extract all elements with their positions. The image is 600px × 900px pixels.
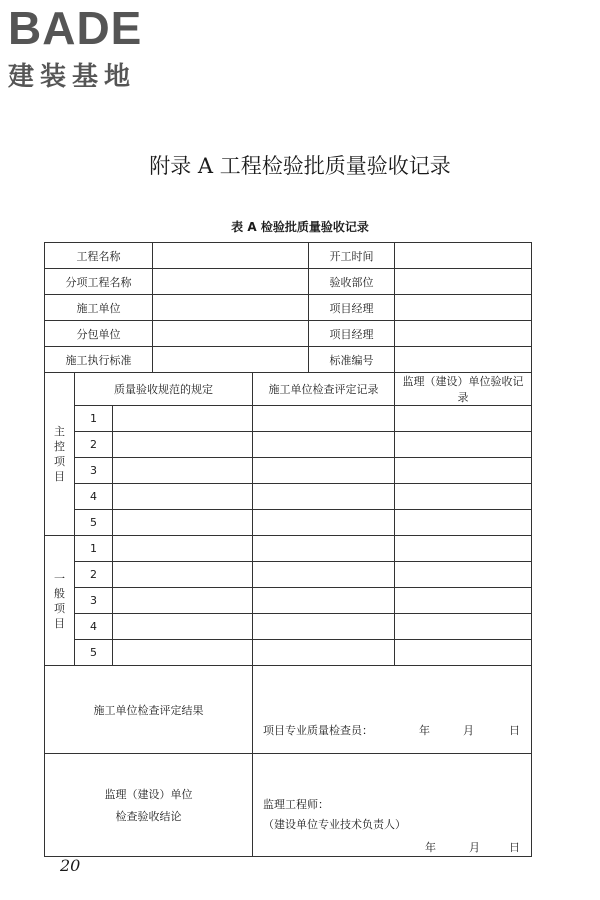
group-label-char: 一 — [54, 571, 65, 585]
header-value-cell — [153, 295, 309, 321]
contractor-cell — [253, 536, 395, 562]
header-value-cell — [395, 321, 532, 347]
column-header-spec: 质量验收规范的规定 — [75, 373, 253, 406]
group-label-char: 控 — [54, 440, 65, 453]
contractor-cell — [253, 614, 395, 640]
row-number: 5 — [75, 510, 113, 536]
logo — [8, 4, 142, 93]
group-label-char: 项 — [54, 455, 65, 468]
general-items-group-label — [45, 536, 75, 666]
logo-brand-cn: 建装基地 — [8, 62, 137, 92]
row-number: 4 — [75, 614, 113, 640]
conclusion-row — [45, 754, 532, 857]
header-value-cell — [153, 269, 309, 295]
spec-cell — [113, 536, 253, 562]
supervisor-cell — [395, 484, 532, 510]
header-label: 施工执行标准 — [45, 347, 153, 373]
contractor-cell — [253, 588, 395, 614]
inspection-record-table — [44, 242, 532, 857]
general-item-row — [45, 562, 532, 588]
row-number: 1 — [75, 536, 113, 562]
conclusion-month: 月 — [469, 841, 480, 854]
page-number: 20 — [60, 856, 81, 875]
header-value-cell — [395, 269, 532, 295]
column-header-supervisor: 监理（建设）单位验收记录 — [395, 373, 532, 406]
group-label-char: 般 — [54, 586, 65, 600]
supervisor-cell — [395, 510, 532, 536]
supervisor-cell — [395, 562, 532, 588]
contractor-cell — [253, 406, 395, 432]
spec-cell — [113, 458, 253, 484]
spec-cell — [113, 406, 253, 432]
conclusion-year: 年 — [425, 841, 436, 854]
general-item-row — [45, 588, 532, 614]
spec-cell — [113, 484, 253, 510]
page-title: 附录 A 工程检验批质量验收记录 — [149, 154, 451, 178]
conclusion-day: 日 — [509, 841, 520, 854]
main-item-row — [45, 458, 532, 484]
result-row — [45, 666, 532, 754]
header-row — [45, 243, 532, 269]
general-item-row — [45, 536, 532, 562]
contractor-cell — [253, 432, 395, 458]
main-item-row — [45, 510, 532, 536]
header-value-cell — [395, 243, 532, 269]
row-number: 3 — [75, 588, 113, 614]
supervisor-cell — [395, 588, 532, 614]
header-label: 标准编号 — [309, 347, 395, 373]
inspector-label: 项目专业质量检查员： — [263, 724, 373, 737]
header-label: 施工单位 — [45, 295, 153, 321]
result-signature-cell — [253, 666, 532, 754]
logo-brand-en: BADE — [8, 2, 143, 54]
column-header-row — [45, 373, 532, 406]
contractor-cell — [253, 640, 395, 666]
group-label-char: 目 — [54, 470, 65, 483]
contractor-cell — [253, 484, 395, 510]
spec-cell — [113, 432, 253, 458]
main-items-group-label — [45, 373, 75, 536]
supervisor-cell — [395, 406, 532, 432]
table-caption: 表 A 检验批质量验收记录 — [231, 220, 369, 234]
contractor-cell — [253, 510, 395, 536]
contractor-cell — [253, 562, 395, 588]
header-label: 开工时间 — [309, 243, 395, 269]
main-item-row — [45, 406, 532, 432]
header-value-cell — [395, 347, 532, 373]
header-label: 工程名称 — [45, 243, 153, 269]
spec-cell — [113, 640, 253, 666]
column-header-contractor: 施工单位检查评定记录 — [253, 373, 395, 406]
supervisor-cell — [395, 536, 532, 562]
header-label: 验收部位 — [309, 269, 395, 295]
header-value-cell — [395, 295, 532, 321]
header-row — [45, 347, 532, 373]
supervisor-cell — [395, 614, 532, 640]
general-item-row — [45, 640, 532, 666]
supervisor-cell — [395, 458, 532, 484]
header-value-cell — [153, 347, 309, 373]
main-item-row — [45, 484, 532, 510]
row-number: 2 — [75, 432, 113, 458]
result-label: 施工单位检查评定结果 — [45, 666, 253, 754]
row-number: 4 — [75, 484, 113, 510]
header-value-cell — [153, 243, 309, 269]
result-day: 日 — [509, 724, 520, 737]
row-number: 1 — [75, 406, 113, 432]
header-value-cell — [153, 321, 309, 347]
row-number: 2 — [75, 562, 113, 588]
supervisor-cell — [395, 432, 532, 458]
row-number: 3 — [75, 458, 113, 484]
result-year: 年 — [419, 724, 430, 737]
spec-cell — [113, 510, 253, 536]
row-number: 5 — [75, 640, 113, 666]
spec-cell — [113, 614, 253, 640]
main-item-row — [45, 432, 532, 458]
group-label-char: 目 — [54, 616, 65, 630]
contractor-cell — [253, 458, 395, 484]
conclusion-label-line2: 检查验收结论 — [115, 810, 182, 823]
owner-label: （建设单位专业技术负责人） — [263, 818, 406, 831]
engineer-label: 监理工程师： — [263, 798, 329, 811]
header-row — [45, 269, 532, 295]
conclusion-label — [45, 754, 253, 857]
conclusion-signature-cell — [253, 754, 532, 857]
spec-cell — [113, 562, 253, 588]
header-row — [45, 295, 532, 321]
general-item-row — [45, 614, 532, 640]
header-label: 项目经理 — [309, 321, 395, 347]
group-label-char: 项 — [54, 601, 65, 615]
result-month: 月 — [463, 724, 474, 737]
spec-cell — [113, 588, 253, 614]
header-label: 项目经理 — [309, 295, 395, 321]
group-label-char: 主 — [54, 425, 65, 438]
header-label: 分项工程名称 — [45, 269, 153, 295]
header-label: 分包单位 — [45, 321, 153, 347]
supervisor-cell — [395, 640, 532, 666]
header-row — [45, 321, 532, 347]
conclusion-label-line1: 监理（建设）单位 — [104, 788, 193, 801]
